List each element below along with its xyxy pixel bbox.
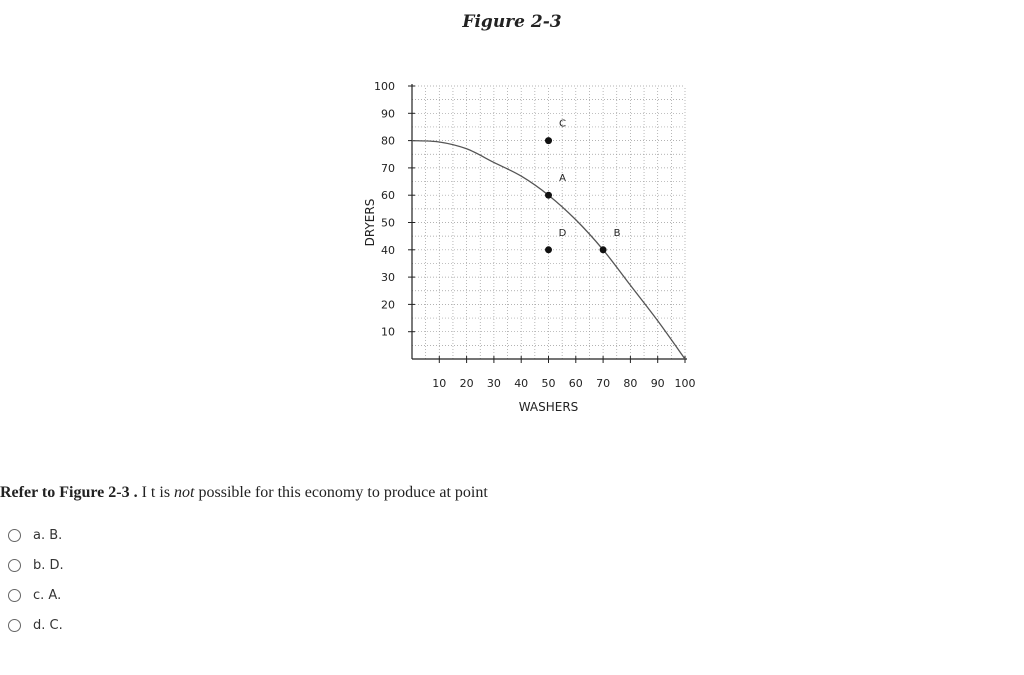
y-tick-label: 90 [381,107,395,121]
y-tick-label: 100 [374,80,395,93]
figure-title: Figure 2-3 [462,12,562,32]
option-label: c. A. [33,587,62,603]
y-tick-label: 30 [381,271,395,285]
y-axis-label: DRYERS [363,198,377,247]
question-prefix: Refer to Figure 2-3 . [0,484,138,501]
point-b-label: B [613,227,621,239]
x-tick-label: 40 [514,377,529,390]
y-tick-label: 70 [381,161,395,175]
chart-axes [412,84,687,359]
y-tick-label: 20 [381,298,395,312]
option-c[interactable] [8,580,64,610]
x-tick-label: 10 [432,377,447,390]
option-label: a. B. [33,527,63,543]
radio-button[interactable] [8,619,21,632]
question-text-before: I t is [137,484,175,501]
point-c-label: C [559,118,566,130]
answer-options [8,520,64,640]
question-text-after: possible for this economy to produce at point [194,484,488,501]
radio-button[interactable] [8,559,21,572]
point-c-marker [545,137,552,144]
x-tick-label: 20 [459,377,474,390]
x-tick-label: 90 [650,377,665,390]
question-emphasis: not [174,484,195,501]
point-d-marker [545,246,552,253]
point-a-label: A [559,173,566,185]
radio-button[interactable] [8,589,21,602]
x-tick-label: 60 [568,377,583,390]
y-tick-label: 50 [381,216,395,230]
x-tick-label: 100 [674,377,696,390]
x-tick-label: 70 [596,377,611,390]
y-tick-label: 10 [381,325,395,339]
x-tick-label: 30 [486,377,501,390]
question-text [0,484,488,502]
chart-points [545,119,621,254]
option-d[interactable] [8,610,64,640]
option-a[interactable] [8,520,64,550]
y-tick-label: 80 [381,134,395,148]
chart-grid [412,86,685,359]
radio-button[interactable] [8,529,21,542]
option-label: b. D. [33,557,64,573]
option-b[interactable] [8,550,64,580]
x-tick-label: 80 [623,377,638,390]
option-label: d. C. [33,617,63,633]
point-d-label: D [558,227,567,239]
x-axis-label: WASHERS [518,400,579,414]
point-b-marker [600,246,607,253]
point-a-marker [545,192,552,199]
x-tick-label: 50 [541,377,556,390]
y-tick-label: 60 [381,189,395,203]
y-tick-label: 40 [381,243,395,257]
